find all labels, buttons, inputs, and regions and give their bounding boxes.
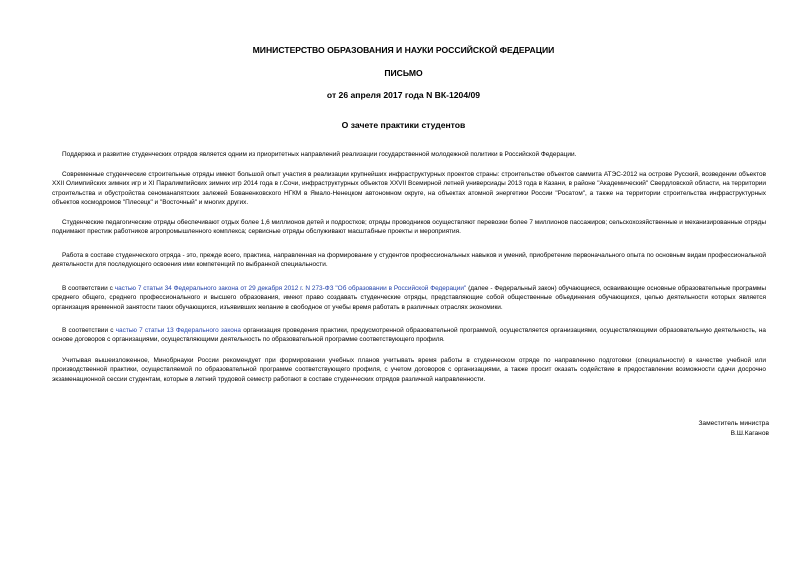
paragraph-3: Студенческие педагогические отряды обеспечивают отдых более 1,6 миллионов детей и подростков; отряды проводников осуществляют перевозки более 7 миллионов пассажиров; сельскохозяйственные и механизированные отряды поднимают престиж работников агропромышленного комплекса; сервисные отряды обслуживают масштабные проекты и мероприятия. (52, 219, 766, 236)
paragraph-4: Работа в составе студенческого отряда - это, прежде всего, практика, направленная на формирование у студентов профессиональных навыков и умений, приобретение первоначального опыта по основным видам профессиональной деятельности для последующего освоения ими компетенций по выбранной специальности. (52, 252, 766, 269)
paragraph-6-suffix: организация проведения практики, предусмотренной образовательной программой, осуществляется организациями, осуществляющими образовательную деятельность, на основе договоров с организациями, осуществляющими деятельность по образовательной программе соответствующего профиля. (52, 327, 766, 344)
law-link-article-34[interactable]: частью 7 статьи 34 Федерального закона от 29 декабря 2012 г. N 273-ФЗ "Об образовании в Российской Федерации" (114, 285, 467, 292)
ministry-title: МИНИСТЕРСТВО ОБРАЗОВАНИЯ И НАУКИ РОССИЙСКОЙ ФЕДЕРАЦИИ (252, 45, 555, 55)
document-date-number: от 26 апреля 2017 года N ВК-1204/09 (326, 90, 481, 100)
paragraph-6-prefix: В соответствии с (62, 327, 116, 334)
paragraph-6 (52, 326, 766, 345)
law-link-article-13[interactable]: частью 7 статьи 13 Федерального закона (115, 327, 242, 334)
document-type: ПИСЬМО (384, 68, 423, 78)
document-subject: О зачете практики студентов (341, 120, 466, 130)
paragraph-1: Поддержка и развитие студенческих отрядов является одним из приоритетных направлений реализации государственной молодежной политики в Российской Федерации. (62, 151, 577, 158)
paragraph-2: Современные студенческие строительные отряды имеют большой опыт участия в реализации крупнейших инфраструктурных проектов страны: строительстве объектов саммита АТЭС-2012 на острове Русский, возведении объектов XXII Олимпийских зимних игр и XI Паралимпийских зимних игр 2014 года в г.Сочи, инфраструктурных объектов XXVII Всемирной летней универсиады 2013 года в Казани, в районе "Академический" Свердловской области, на территории строительства и обустройства сеноманапятских залежей Бованенковского НГКМ в Ямало-Ненецком автономном округе, на объектах атомной энергетики России "Росатом", а также на территории строительства инфраструктурных объектов космодромов "Плесецк" и "Восточный" и многих других. (52, 171, 766, 207)
paragraph-5 (52, 284, 766, 312)
paragraph-5-suffix: (далее - Федеральный закон) обучающиеся, осваивающие основные образовательные программы среднего общего, среднего профессионального и высшего образования, имеют право создавать студенческие отряды, представляющие собой общественные объединения обучающихся, целью деятельности которых является организация временной занятости таких обучающихся, изъявивших желание в свободное от учебы время работать в различных отраслях экономики. (52, 285, 766, 311)
signature-position: Заместитель министра (698, 420, 769, 427)
paragraph-7: Учитывая вышеизложенное, Минобрнауки России рекомендует при формировании учебных планов учитывать время работы в студенческом отряде по направлению подготовки (специальности) в качестве учебной или производственной практики, осуществляемой по образовательной программе соответствующего профиля, с учетом договоров с организациями, а также просит оказать содействие в предоставлении возможности сдачи досрочно экзаменационной сессии студентам, которые в летний трудовой семестр работают в составе студенческих отрядов различной направленности. (52, 357, 766, 383)
signature-name: В.Ш.Каганов (730, 429, 769, 437)
signature-block (698, 419, 769, 438)
paragraph-5-prefix: В соответствии с (62, 285, 115, 292)
